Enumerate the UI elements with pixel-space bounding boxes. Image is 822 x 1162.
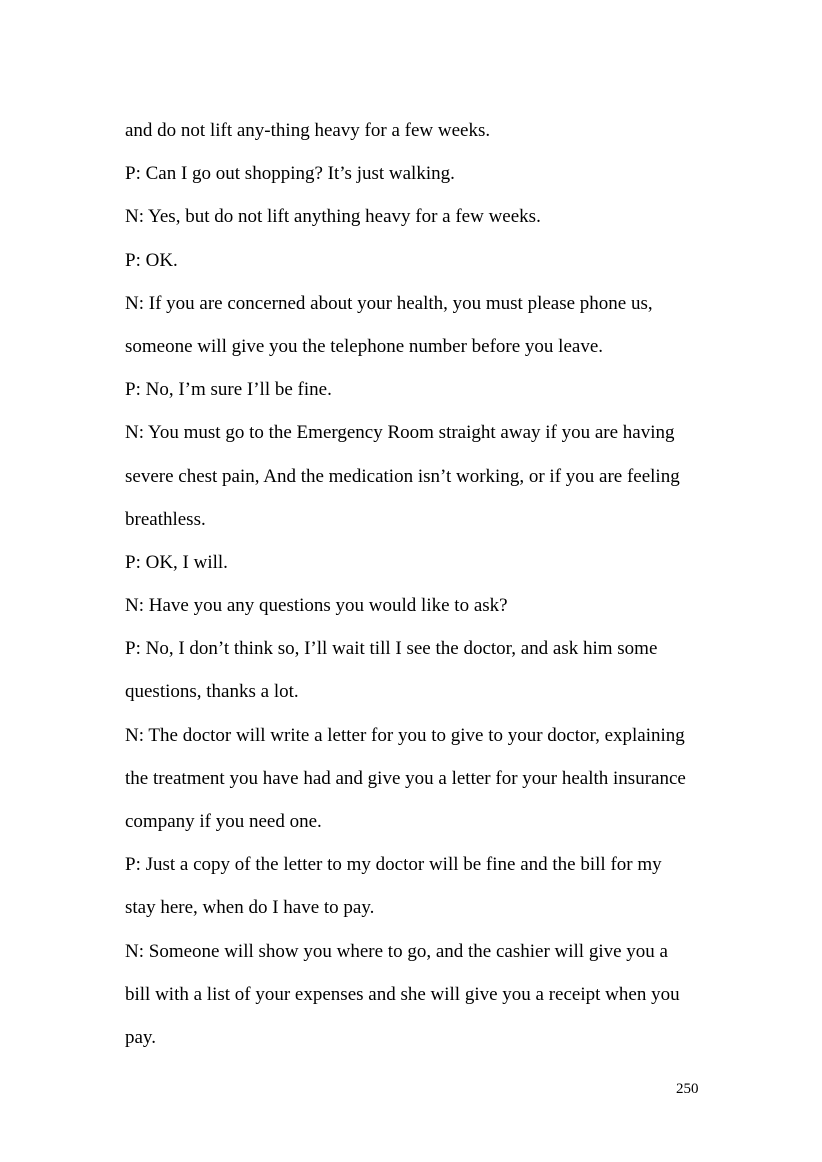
text-line: N: Someone will show you where to go, and the cashier will give you a [125, 940, 668, 962]
dialogue-text [125, 109, 725, 1059]
text-line: someone will give you the telephone number before you leave. [125, 335, 604, 357]
text-line: the treatment you have had and give you a letter for your health insurance [125, 767, 686, 789]
text-line: N: Yes, but do not lift anything heavy for a few weeks. [125, 206, 541, 228]
text-line: N: Have you any questions you would like to ask? [125, 595, 508, 617]
text-line: questions, thanks a lot. [125, 681, 299, 703]
text-line: severe chest pain, And the medication isn’t working, or if you are feeling [125, 465, 680, 487]
text-line: breathless. [125, 508, 206, 530]
text-line: P: No, I’m sure I’ll be fine. [125, 379, 332, 401]
text-line: P: OK, I will. [125, 551, 228, 573]
text-line: P: Just a copy of the letter to my doctor will be fine and the bill for my [125, 854, 662, 876]
text-line: P: No, I don’t think so, I’ll wait till I see the doctor, and ask him some [125, 638, 658, 660]
text-line: company if you need one. [125, 811, 322, 832]
text-line: and do not lift any-thing heavy for a few weeks. [125, 120, 491, 141]
page-number: 250 [676, 1081, 699, 1097]
text-line: bill with a list of your expenses and she will give you a receipt when you [125, 983, 680, 1005]
text-line: stay here, when do I have to pay. [125, 897, 375, 919]
text-line: N: If you are concerned about your health, you must please phone us, [125, 292, 653, 314]
text-line: P: Can I go out shopping? It’s just walking. [125, 163, 455, 185]
text-line: N: You must go to the Emergency Room straight away if you are having [125, 422, 675, 444]
text-line: P: OK. [125, 249, 178, 271]
text-line: N: The doctor will write a letter for you to give to your doctor, explaining [125, 724, 685, 746]
text-line: pay. [125, 1026, 156, 1048]
